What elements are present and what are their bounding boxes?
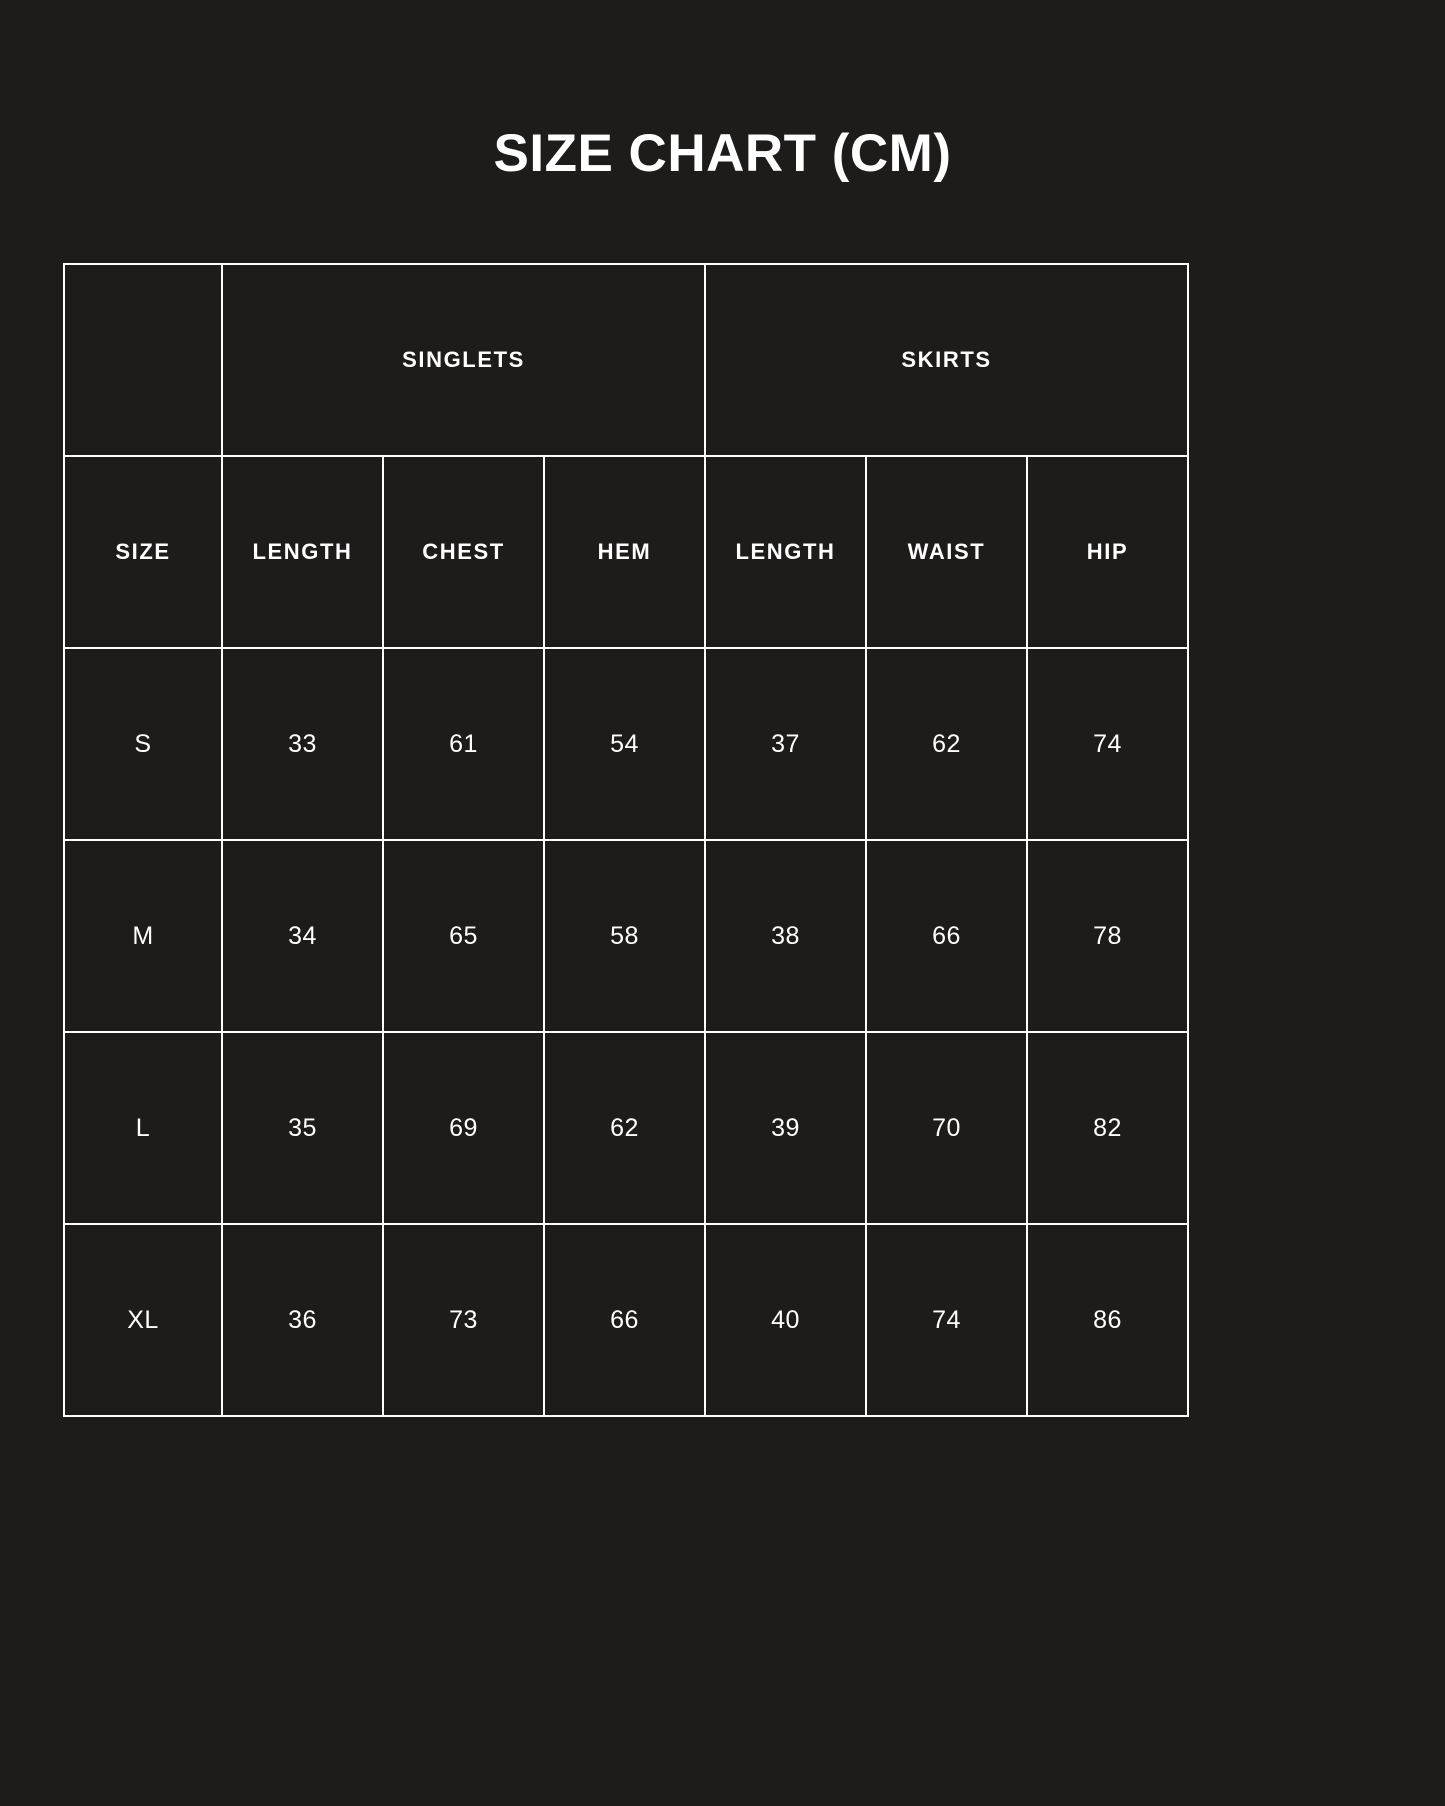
table-row xyxy=(64,1224,1188,1416)
column-header-singlets-chest: CHEST xyxy=(383,456,544,648)
cell-singlets-hem: 54 xyxy=(544,648,705,840)
cell-size: XL xyxy=(64,1224,222,1416)
cell-singlets-chest: 69 xyxy=(383,1032,544,1224)
table-row xyxy=(64,840,1188,1032)
cell-skirts-waist: 62 xyxy=(866,648,1027,840)
cell-skirts-hip: 78 xyxy=(1027,840,1188,1032)
table-header xyxy=(64,264,1188,648)
cell-skirts-waist: 66 xyxy=(866,840,1027,1032)
cell-skirts-waist: 74 xyxy=(866,1224,1027,1416)
cell-singlets-hem: 58 xyxy=(544,840,705,1032)
cell-singlets-chest: 65 xyxy=(383,840,544,1032)
page-title: SIZE CHART (CM) xyxy=(493,124,952,183)
table-body xyxy=(64,648,1188,1416)
column-header-skirts-hip: HIP xyxy=(1027,456,1188,648)
cell-size: L xyxy=(64,1032,222,1224)
cell-size: S xyxy=(64,648,222,840)
cell-skirts-length: 37 xyxy=(705,648,866,840)
cell-skirts-hip: 74 xyxy=(1027,648,1188,840)
cell-singlets-hem: 62 xyxy=(544,1032,705,1224)
column-header-row xyxy=(64,456,1188,648)
column-header-skirts-length: LENGTH xyxy=(705,456,866,648)
cell-singlets-chest: 61 xyxy=(383,648,544,840)
cell-skirts-length: 39 xyxy=(705,1032,866,1224)
column-header-singlets-length: LENGTH xyxy=(222,456,383,648)
group-header-singlets: SINGLETS xyxy=(222,264,705,456)
cell-singlets-hem: 66 xyxy=(544,1224,705,1416)
column-header-size: SIZE xyxy=(64,456,222,648)
size-chart-table-wrapper xyxy=(63,263,1187,1417)
group-header-skirts: SKIRTS xyxy=(705,264,1188,456)
cell-skirts-hip: 82 xyxy=(1027,1032,1188,1224)
group-header-row xyxy=(64,264,1188,456)
cell-skirts-length: 40 xyxy=(705,1224,866,1416)
group-header-blank xyxy=(64,264,222,456)
cell-singlets-length: 35 xyxy=(222,1032,383,1224)
cell-singlets-chest: 73 xyxy=(383,1224,544,1416)
table-row xyxy=(64,1032,1188,1224)
column-header-skirts-waist: WAIST xyxy=(866,456,1027,648)
cell-skirts-length: 38 xyxy=(705,840,866,1032)
cell-singlets-length: 33 xyxy=(222,648,383,840)
size-chart-table xyxy=(63,263,1189,1417)
cell-size: M xyxy=(64,840,222,1032)
table-row xyxy=(64,648,1188,840)
column-header-singlets-hem: HEM xyxy=(544,456,705,648)
cell-skirts-waist: 70 xyxy=(866,1032,1027,1224)
cell-skirts-hip: 86 xyxy=(1027,1224,1188,1416)
cell-singlets-length: 34 xyxy=(222,840,383,1032)
cell-singlets-length: 36 xyxy=(222,1224,383,1416)
